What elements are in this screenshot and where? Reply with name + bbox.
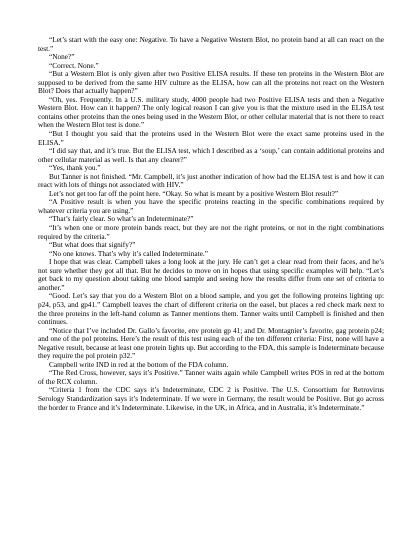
paragraph: “But I thought you said that the proteins used in the Western Blot were the exact same proteins used in the ELISA.” [38,129,384,147]
paragraph: Let’s not get too far off the point here. “Okay. So what is meant by a positive Western Blot result?” [49,188,339,198]
paragraph: “Let’s start with the easy one: Negative. To have a Negative Western Blot, no protein band at all can react on the test.” [38,35,384,53]
paragraph: “None?” [49,52,75,62]
paragraph: “Notice that I’ve included Dr. Gallo’s favorite, env protein gp 41; and Dr. Montagnier’s favorite, gag protein p24; and one of the pol proteins. Here’s the result of this test using each of the ten different criteria: First, none will have a Negative result, because at least one protein lights up. But according to the FDA, this sample is Indeterminate because they require the pol protein p32.” [38,325,384,361]
paragraph: “Yes, thank you.” [49,163,101,173]
paragraph: “Correct. None.” [49,60,99,70]
paragraph: Campbell write IND in red at the bottom of the FDA column. [49,359,229,369]
paragraph: “But what does that signify?” [49,240,136,250]
paragraph: “Criteria 1 from the CDC says it’s Indeterminate, CDC 2 is Positive. The U.S. Consortium for Retrovirus Serology Standardization says it’s Indeterminate. If we were in Germany, the result would be Positive. But go across the border to France and it’s Indeterminate. Likewise, in the UK, in Africa, and in Australia, it’s Indeterminate.” [38,385,384,412]
paragraph: “It’s when one or more protein bands react, but they are not the right proteins, or not in the right combinations required by the criteria.” [38,223,384,241]
paragraph: I hope that was clear. Campbell takes a long look at the jury. He can’t get a clear read from their faces, and he’s not sure whether they got all that. But he decides to move on in hopes that using specific examples will help. “Let’s get back to my question about taking one blood sample and seeing how the results differ from one set of criteria to another.” [38,257,384,292]
paragraph: “That’s fairly clear. So what’s an Indeterminate?” [49,214,194,224]
paragraph: “A Positive result is when you have the specific proteins reacting in the specific combinations required by whatever criteria you are using.” [38,197,384,215]
paragraph: “I did say that, and it’s true. But the ELISA test, which I described as a ‘soup,’ can contain additional proteins and other cellular material as well. Is that any clearer?” [38,146,384,164]
paragraph: But Tanner is not finished. “Mr. Campbell, it’s just another indication of how bad the ELISA test is and how it can react with lots of things not associated with HIV.” [38,171,384,190]
paragraph: “Oh, yes. Frequently. In a U.S. military study, 4000 people had two Positive ELISA tests and then a Negative Western Blot. How can it happen? The only logical reason I can give you is that the mixture used in the ELISA test contains other proteins than the ones being used in the Western Blot, or other cellular material that is not there to react when the Western Blot test is done.” [38,94,384,130]
document-page [38,36,384,412]
paragraph: “No one knows. That’s why it’s called Indeterminate.” [49,248,208,258]
paragraph: “Good. Let’s say that you do a Western Blot on a blood sample, and you get the following proteins lighting up: p24, p53, and gp41.” Campbell leaves the chart of different criteria on the easel, but places a red check mark next to the three proteins in the left-hand column as Tanner mentions them. Tanner waits until Campbell is finished and then continues. [38,291,384,327]
paragraph: “But a Western Blot is only given after two Positive ELISA results. If these ten proteins in the Western Blot are supposed to be derived from the same HIV culture as the ELISA, how can all the proteins not react on the Western Blot? Does that actually happen?” [38,69,384,96]
paragraph: “The Red Cross, however, says it’s Positive.” Tanner waits again while Campbell writes POS in red at the bottom of the RCX column. [38,368,384,386]
